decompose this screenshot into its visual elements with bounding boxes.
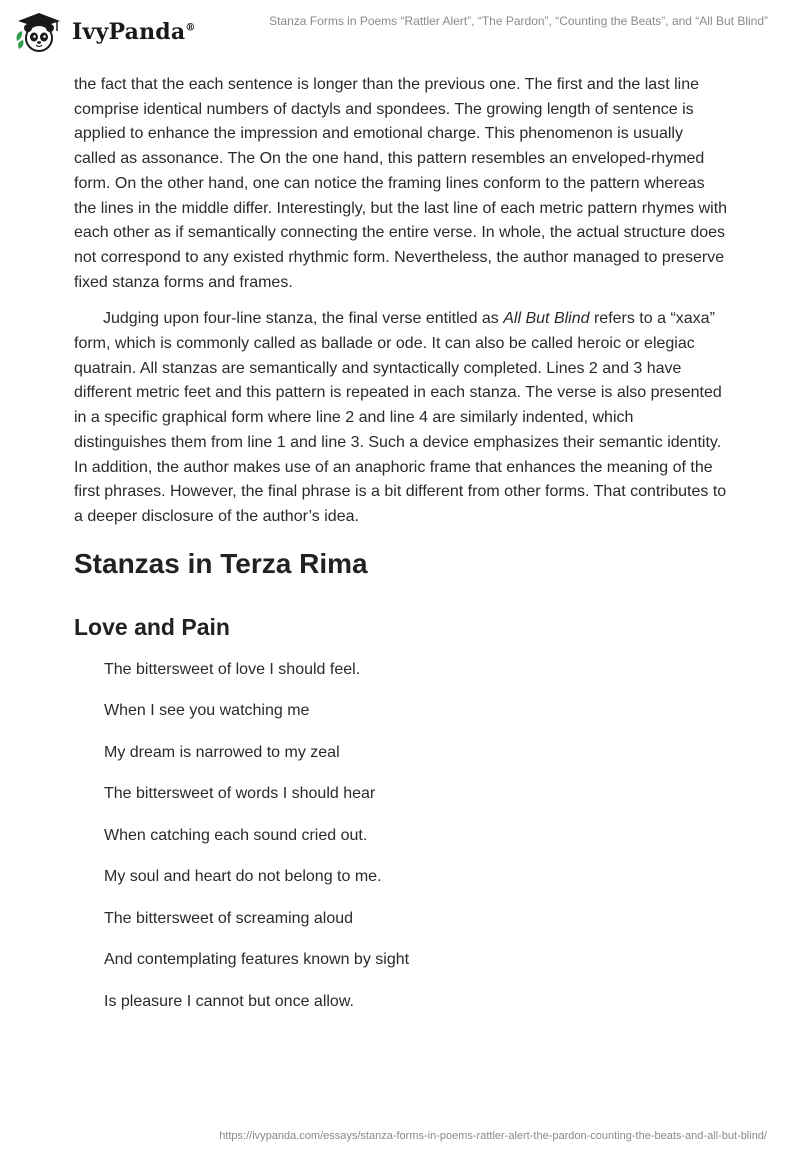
poem-line: The bittersweet of screaming aloud bbox=[104, 909, 354, 927]
brand-name: IvyPanda® bbox=[72, 19, 196, 45]
poem-line: When I see you watching me bbox=[104, 702, 310, 720]
poem-title-reference: All But Blind bbox=[503, 310, 590, 328]
poem-line: The bittersweet of words I should hear bbox=[104, 785, 376, 803]
poem-line: The bittersweet of love I should feel. bbox=[104, 660, 361, 678]
poem-line: Is pleasure I cannot but once allow. bbox=[104, 992, 354, 1010]
panda-graduate-icon bbox=[14, 11, 64, 53]
essay-content bbox=[74, 73, 729, 1033]
poem-line: My soul and heart do not belong to me. bbox=[104, 868, 382, 886]
ivypanda-logo[interactable] bbox=[14, 10, 214, 54]
source-url[interactable]: https://ivypanda.com/essays/stanza-forms-in-poems-rattler-alert-the-pardon-counting-the-beats-and-all-but-blind/ bbox=[219, 1130, 767, 1142]
body-paragraph: Judging upon four-line stanza, the final verse entitled as All But Blind refers to a “xaxa” form, which is commonly called as ballade or ode. It can also be called heroic or elegiac quatrain. All stanzas are semantically and syntactically completed. Lines 2 and 3 have different metric feet and this pattern is repeated in each stanza. The verse is also presented in a specific graphical form where line 2 and line 4 are similarly indented, which distinguishes them from line 1 and line 3. Such a device emphasizes their semantic identity. In addition, the author makes use of an anaphoric frame that enhances the meaning of the first phrases. However, the final phrase is a bit different from other forms. That contributes to a deeper disclosure of the author’s idea. bbox=[74, 310, 727, 525]
poem-line: And contemplating features known by sight bbox=[104, 951, 410, 969]
document-title: Stanza Forms in Poems “Rattler Alert”, “The Pardon”, “Counting the Beats”, and “All But Blind” bbox=[269, 14, 768, 28]
poem-title-heading: Love and Pain bbox=[74, 613, 230, 640]
body-paragraph: the fact that the each sentence is longer than the previous one. The first and the last line comprise identical numbers of dactyls and spondees. The growing length of sentence is applied to enhance the impression and emotional charge. This phenomenon is usually called as assonance. The On the one hand, this pattern resembles an enveloped-rhymed form. On the other hand, one can notice the framing lines conform to the pattern whereas the lines in the middle differ. Interestingly, but the last line of each metric pattern rhymes with each other as if semantically connecting the entire verse. In whole, the actual structure does not correspond to any existed rhythmic form. Nevertheless, the author managed to preserve fixed stanza forms and frames. bbox=[74, 76, 728, 291]
section-heading: Stanzas in Terza Rima bbox=[74, 547, 368, 579]
page-header bbox=[0, 0, 800, 64]
poem-line: My dream is narrowed to my zeal bbox=[104, 743, 340, 761]
poem-block bbox=[74, 660, 729, 1012]
poem-line: When catching each sound cried out. bbox=[104, 826, 368, 844]
